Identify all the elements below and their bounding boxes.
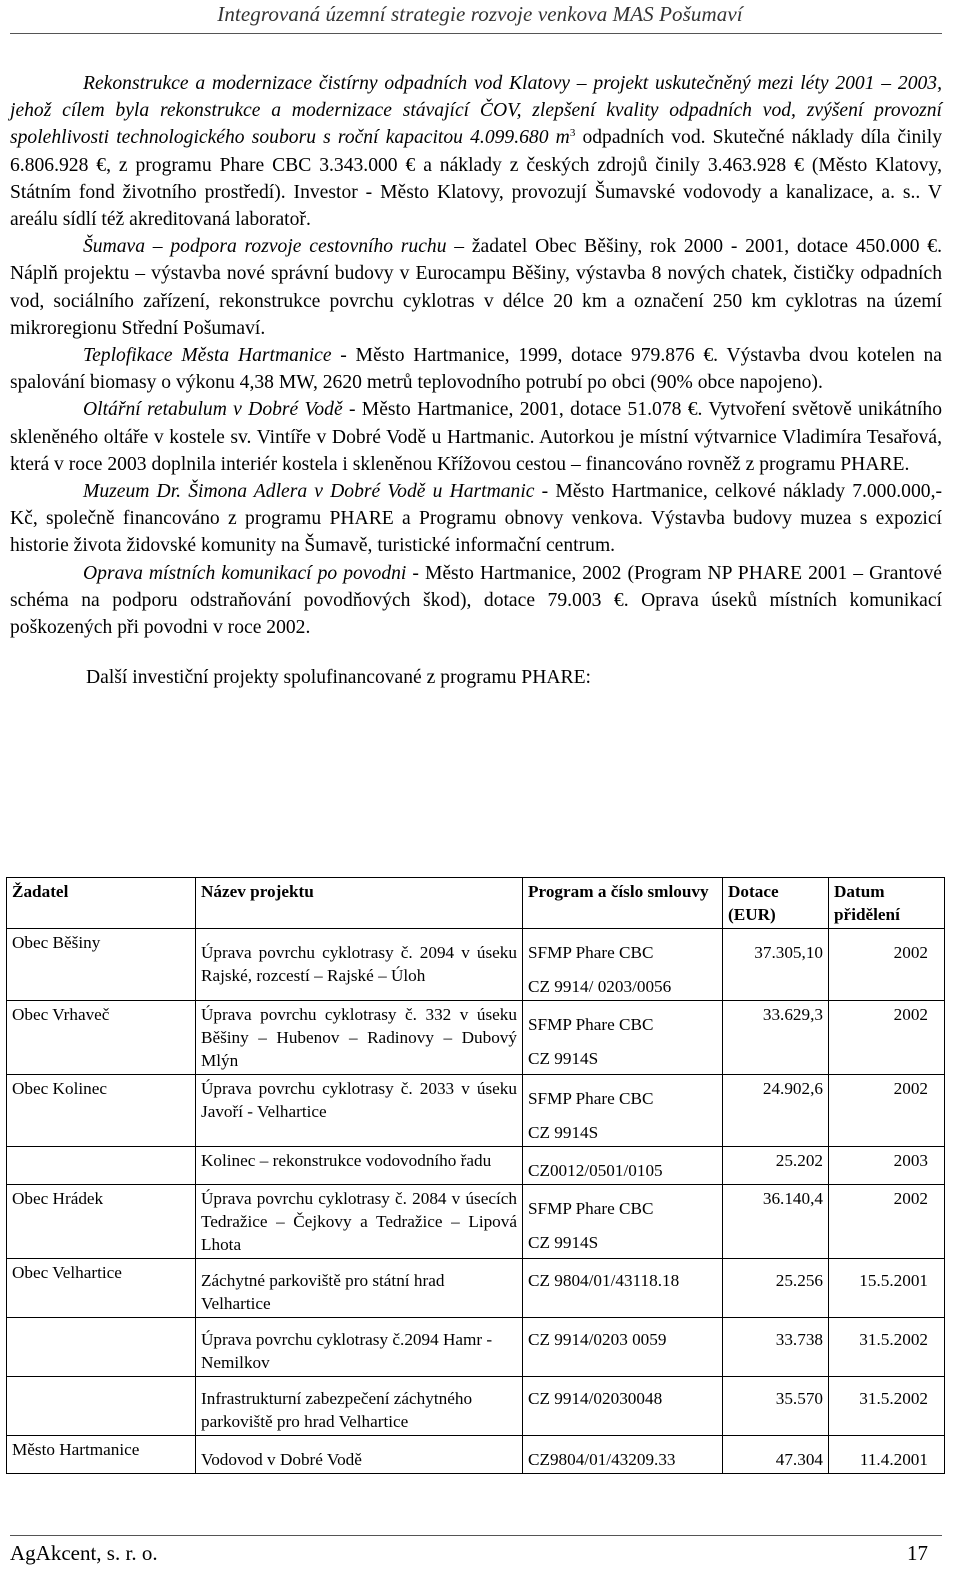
cell-nazev: Úprava povrchu cyklotrasy č.2094 Hamr - Nemilkov [196,1318,523,1377]
cell-dotace: 33.629,3 [723,1001,829,1075]
cell-zadatel: Město Hartmanice [7,1436,196,1474]
cell-dotace: 36.140,4 [723,1185,829,1259]
cell-datum: 31.5.2002 [829,1377,945,1436]
paragraph-text: - Město Hartmanice, celkové náklady 7.000.000,- Kč, společně financováno z programu PHARE a Programu obnovy venkova. Výstavba budovy muzea s expozicí historie života židovské komunity na Šumavě, turistické informační centrum. [10,481,942,557]
cell-datum: 31.5.2002 [829,1318,945,1377]
cell-program: SFMP Phare CBC CZ 9914S [523,1075,723,1147]
cell-zadatel: Obec Hrádek [7,1185,196,1259]
table-row [7,1377,945,1436]
cell-nazev: Vodovod v Dobré Vodě [196,1436,523,1474]
cell-program: SFMP Phare CBC CZ 9914/ 0203/0056 [523,929,723,1001]
table-row [7,1147,945,1185]
cell-zadatel: Obec Běšiny [7,929,196,1001]
cell-zadatel [7,1377,196,1436]
column-header-nazev: Název projektu [196,878,523,929]
cell-nazev: Kolinec – rekonstrukce vodovodního řadu [196,1147,523,1185]
cell-zadatel: Obec Kolinec [7,1075,196,1147]
cell-program: CZ9804/01/43209.33 [523,1436,723,1474]
column-header-zadatel: Žadatel [7,878,196,929]
phare-projects-table [6,877,945,1474]
cell-nazev: Úprava povrchu cyklotrasy č. 2084 v úsecích Tedražice – Čejkovy a Tedražice – Lipová Lhota [196,1185,523,1259]
table-row [7,1075,945,1147]
cell-datum: 11.4.2001 [829,1436,945,1474]
table-row [7,1001,945,1075]
cell-program: SFMP Phare CBC CZ 9914S [523,1185,723,1259]
paragraph-text: - Město Hartmanice, 1999, dotace 979.876 €. Výstavba dvou kotelen na spalování biomasy o výkonu 4,38 MW, 2620 metrů teplovodního potrubí po obci (90% obce napojeno). [10,345,942,394]
cell-nazev: Úprava povrchu cyklotrasy č. 2033 v úseku Javoří - Velhartice [196,1075,523,1147]
cell-zadatel: Obec Vrhaveč [7,1001,196,1075]
paragraph-text: odpadních vod. Skutečné náklady díla činily 6.806.928 €, z programu Phare CBC 3.343.000 € a náklady z českých zdrojů činily 3.463.928 € (Město Klatovy, Státním fond životního prostředí). Investor - Město Klatovy, provozují Šumavské vodovody a kanalizace, a. s.. V areálu sídlí též akreditovaná laboratoř. [10,127,942,231]
cell-dotace: 47.304 [723,1436,829,1474]
project-title: Teplofikace Města Hartmanice [83,345,332,367]
cell-dotace: 33.738 [723,1318,829,1377]
cell-dotace: 35.570 [723,1377,829,1436]
table-row [7,1185,945,1259]
paragraph-muzeum [10,478,942,560]
cell-datum: 2002 [829,1001,945,1075]
cell-program: CZ 9914/02030048 [523,1377,723,1436]
cell-nazev: Úprava povrchu cyklotrasy č. 2094 v úseku Rajské, rozcestí – Rajské – Úloh [196,929,523,1001]
column-header-program: Program a číslo smlouvy [523,878,723,929]
cell-program: CZ 9804/01/43118.18 [523,1259,723,1318]
cell-program: CZ0012/0501/0105 [523,1147,723,1185]
paragraph-text: - Město Hartmanice, 2002 (Program NP PHARE 2001 – Grantové schéma na podporu odstraňování povodňových škod), dotace 79.003 €. Oprava úseků místních komunikací poškozených při povodni v roce 2002. [10,562,942,639]
cell-dotace: 24.902,6 [723,1075,829,1147]
page-header: Integrovaná územní strategie rozvoje venkova MAS Pošumaví [217,2,743,26]
project-title: Šumava – podpora rozvoje cestovního ruchu – [83,236,465,258]
footer-rule [10,1535,942,1536]
paragraph-oltarni-retabulum [10,396,942,478]
cell-datum: 2002 [829,1075,945,1147]
paragraph-text: žadatel Obec Běšiny, rok 2000 - 2001, dotace 450.000 €. Náplň projektu – výstavba nové správní budovy v Eurocampu Běšiny, výstavba 8 nových chatek, čističky odpadních vod, sociálního zařízení, rekonstrukce povrchu cyklotras v délce 20 km a označení 250 km cyklotras na území mikroregionu Střední Pošumaví. [10,236,942,339]
cell-datum: 15.5.2001 [829,1259,945,1318]
project-title: Rekonstrukce a modernizace čistírny odpadních vod Klatovy – projekt uskutečněný mezi léty 2001 – 2003, jehož cílem byla rekonstrukce a modernizace stávající ČOV, zlepšení kvality odpadních vod, zvýšení provozní spolehlivosti technologického souboru s roční kapacitou 4.099.680 m [10,73,942,149]
cell-datum: 2002 [829,1185,945,1259]
cell-program: CZ 9914/0203 0059 [523,1318,723,1377]
cell-datum: 2003 [829,1147,945,1185]
cell-zadatel [7,1147,196,1185]
project-title: Oprava místních komunikací po povodni [83,562,407,584]
cell-nazev: Záchytné parkoviště pro státní hrad Velhartice [196,1259,523,1318]
table-row [7,929,945,1001]
footer-page-number: 17 [907,1541,928,1565]
cell-dotace: 25.256 [723,1259,829,1318]
paragraph-teplofikace [10,342,942,396]
cell-nazev: Úprava povrchu cyklotrasy č. 332 v úseku Běšiny – Hubenov – Radinovy – Dubový Mlýn [196,1001,523,1075]
cell-program: SFMP Phare CBC CZ 9914S [523,1001,723,1075]
footer-company: AgAkcent, s. r. o. [10,1541,158,1565]
superscript: 3 [569,127,576,140]
table-row [7,1436,945,1474]
cell-dotace: 25.202 [723,1147,829,1185]
cell-datum: 2002 [829,929,945,1001]
paragraph-sumava [10,233,942,342]
table-subtitle: Další investiční projekty spolufinancované z programu PHARE: [86,667,591,689]
paragraph-oprava-komunikaci [10,560,942,642]
cell-zadatel [7,1318,196,1377]
project-title: Oltářní retabulum v Dobré Vodě [83,399,343,421]
column-header-dotace: Dotace (EUR) [723,878,829,929]
project-title: Muzeum Dr. Šimona Adlera v Dobré Vodě u Hartmanic [83,481,535,503]
table-row [7,1318,945,1377]
cell-zadatel: Obec Velhartice [7,1259,196,1318]
table-row [7,1259,945,1318]
paragraph-text: - Město Hartmanice, 2001, dotace 51.078 €. Vytvoření světově unikátního skleněného oltáře v kostele sv. Vintíře v Dobré Vodě u Hartmanic. Autorkou je místní výtvarnice Vladimíra Tesařová, která v roce 2003 doplnila interiér kostela i skleněnou Křížovou cestou – financováno rovněž z programu PHARE. [10,399,942,475]
document-body [10,70,942,691]
column-header-datum: Datum přidělení [829,878,945,929]
paragraph-cov-klatovy [10,70,942,233]
cell-nazev: Infrastrukturní zabezpečení záchytného parkoviště pro hrad Velhartice [196,1377,523,1436]
header-rule [10,33,942,34]
cell-dotace: 37.305,10 [723,929,829,1001]
table-header-row [7,878,945,929]
